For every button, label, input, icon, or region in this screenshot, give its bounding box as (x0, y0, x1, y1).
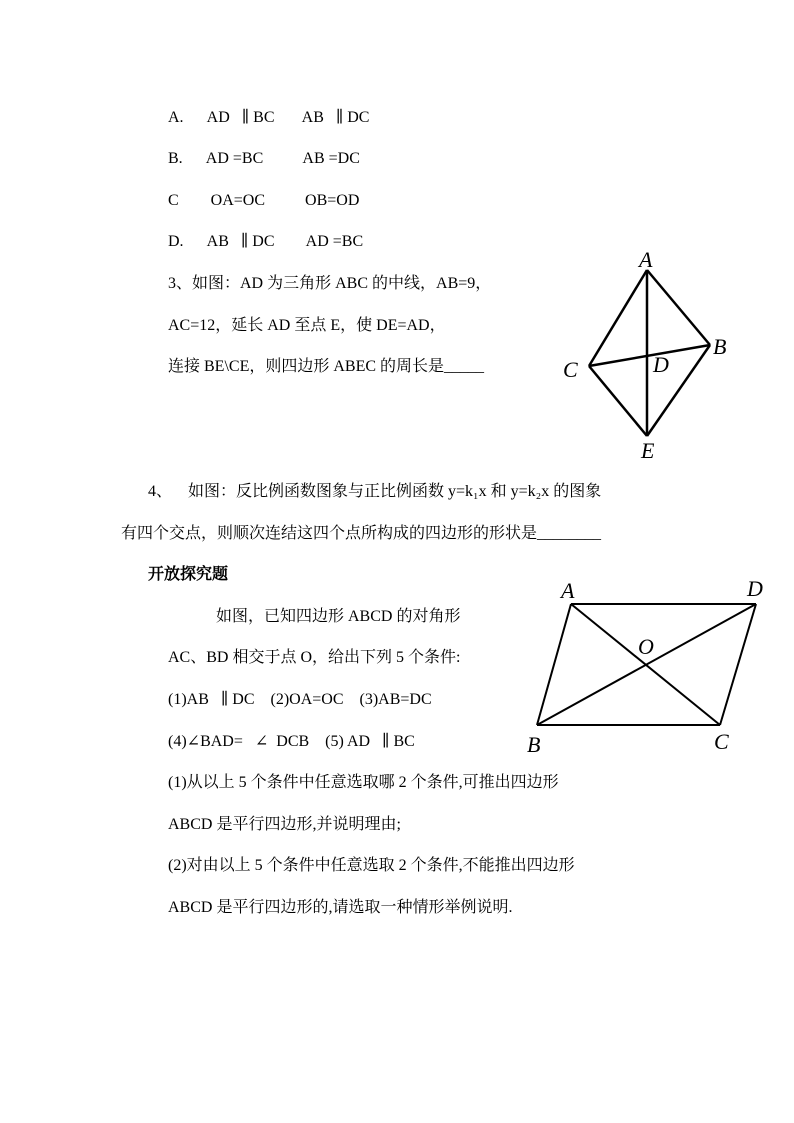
q3-line-2: AC=12，延长 AD 至点 E，使 DE=AD， (168, 317, 446, 334)
segment-ec (589, 366, 647, 436)
q3-line-3: 连接 BE\CE，则四边形 ABEC 的周长是_____ (168, 358, 485, 375)
label-b: B (527, 732, 541, 757)
label-c: C (714, 729, 729, 754)
option-d: D. AB ∥ DC AD =BC (168, 233, 364, 250)
option-c: C OA=OC OB=OD (168, 192, 360, 209)
q4-line-2: 有四个交点，则顺次连结这四个点所构成的四边形的形状是________ (121, 525, 602, 542)
label-c: C (563, 357, 578, 382)
label-d: D (653, 352, 669, 377)
segment-ba (537, 604, 571, 725)
open-line-7: (2)对由以上 5 个条件中任意选取 2 个条件,不能推出四边形 (168, 857, 575, 874)
label-a: A (639, 247, 653, 272)
label-d: D (747, 576, 763, 601)
open-line-8: ABCD 是平行四边形的,请选取一种情形举例说明. (168, 899, 513, 916)
open-line-5: (1)从以上 5 个条件中任意选取哪 2 个条件,可推出四边形 (168, 774, 559, 791)
label-o: O (638, 634, 654, 659)
label-b: B (713, 334, 727, 359)
q4-line-1: 4、 如图：反比例函数图象与正比例函数 y=k₁x 和 y=k₂x 的图象 (148, 483, 602, 500)
segment-dc (720, 604, 756, 725)
label-a: A (561, 578, 575, 603)
diagonal-ac (571, 604, 720, 725)
open-line-6: ABCD 是平行四边形,并说明理由; (168, 816, 401, 833)
segment-ca (589, 270, 647, 366)
label-e: E (641, 438, 655, 463)
segment-cb (589, 345, 710, 366)
open-line-3: (1)AB ∥ DC (2)OA=OC (3)AB=DC (168, 691, 432, 708)
q3-line-1: 3、如图：AD 为三角形 ABC 的中线，AB=9， (168, 275, 492, 292)
option-a: A. AD ∥ BC AB ∥ DC (168, 109, 370, 126)
open-line-4: (4)∠BAD= ∠ DCB (5) AD ∥ BC (168, 733, 415, 750)
diagonal-bd (537, 604, 756, 725)
open-line-2: AC、BD 相交于点 O，给出下列 5 个条件: (168, 649, 461, 666)
option-b: B. AD =BC AB =DC (168, 150, 360, 167)
segment-be (647, 345, 710, 436)
open-line-1: 如图，已知四边形 ABCD 的对角形 (216, 608, 461, 625)
open-heading: 开放探究题 (148, 566, 229, 583)
segment-ab (647, 270, 710, 345)
